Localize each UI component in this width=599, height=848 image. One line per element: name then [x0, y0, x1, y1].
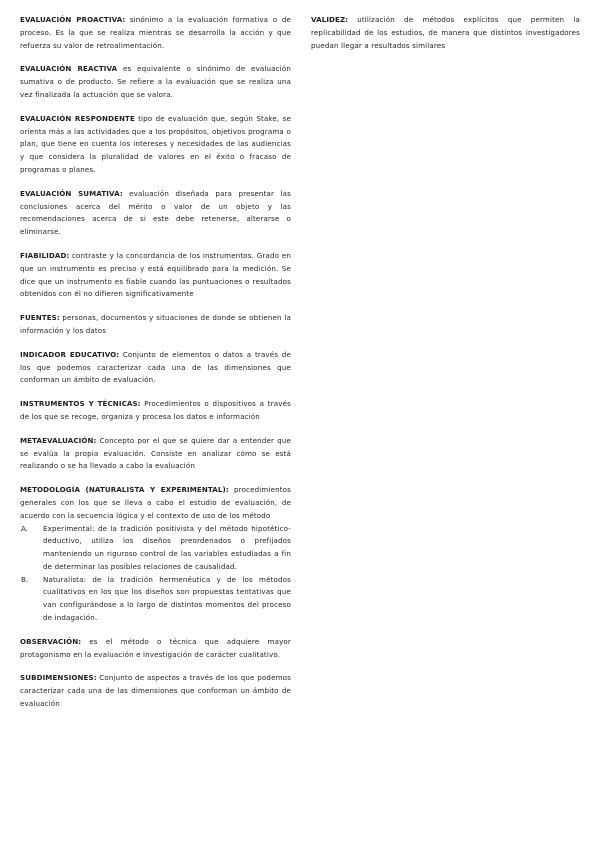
glossary-entry	[20, 435, 291, 473]
entry-term: INDICADOR EDUCATIVO:	[20, 349, 120, 359]
list-item-text: Naturalista: de la tradición hermenéutica y de los métodos cualitativos en los que los diseños son propuestas tentativas que van configurándose a lo largo de distintos momentos del proceso de indagación.	[43, 574, 291, 623]
glossary-entry	[311, 14, 580, 52]
entry-text: tipo de evaluación que, según Stake, se orienta más a las actividades que a los propósitos, objetivos programa o plan, que tiene en cuenta los intereses y necesidades de las audiencias y que considera la pluralidad de valores en el éxito o fracaso de programas o planes.	[20, 113, 291, 174]
entry-term: OBSERVACIÓN:	[20, 636, 82, 646]
entry-text: evaluación diseñada para presentar las conclusiones acerca del mérito o valor de un objeto y las recomendaciones acerca de si este debe retenerse, alterarse o eliminarse.	[20, 188, 291, 237]
glossary-entry	[20, 250, 291, 301]
list-item	[20, 523, 291, 574]
glossary-entry	[20, 398, 291, 424]
glossary-entry	[20, 636, 291, 662]
list-marker: A.	[21, 523, 28, 533]
entry-text: es el método o técnica que adquiere mayor protagonismo en la evaluación e investigación de carácter cualitativo.	[20, 636, 291, 659]
entry-text: personas, documentos y situaciones de donde se obtienen la información y los datos	[20, 313, 291, 335]
entry-text: Procedimientos o dispositivos a través de los que se recoge, organiza y procesa los datos e información	[20, 399, 291, 421]
entry-term: EVALUACIÓN SUMATIVA:	[20, 188, 123, 198]
glossary-entry	[20, 63, 291, 101]
entry-term: SUBDIMENSIONES:	[20, 673, 97, 683]
entry-text: Concepto por el que se quiere dar a entender que se evalúa la propia evaluación. Consiste en analizar cómo se está realizando o se ha llevado a cabo la evaluación	[20, 435, 291, 471]
list-item-text: Experimental: de la tradición positivista y del método hipotético-deductivo, utiliza los diseños preordenados o prefijados manteniendo un riguroso control de las variables estudiadas a fin de determinar las posibles relaciones de causalidad.	[43, 523, 291, 571]
methodology-list	[20, 523, 291, 625]
glossary-entry	[20, 349, 291, 387]
list-item	[20, 574, 291, 625]
entry-text: sinónimo a la evaluación formativa o de proceso. Es la que se realiza mientras se desarrolla la acción y que refuerza su valor de retroalimentación.	[20, 15, 291, 50]
entry-term: INSTRUMENTOS Y TÉCNICAS:	[20, 399, 141, 409]
left-column	[20, 14, 291, 722]
entry-term: VALIDEZ:	[311, 15, 349, 24]
entry-text: Conjunto de elementos o datos a través de los que podemos caracterizar cada una de las dimensiones que conforman un ámbito de evaluación.	[20, 349, 291, 385]
entry-term: METAEVALUACIÓN:	[20, 435, 97, 445]
glossary-entry	[20, 312, 291, 338]
entry-text: procedimientos generales con los que se lleva a cabo el estudio de evaluación, de acuerdo con la secuencia lógica y el contexto de uso de los método	[20, 485, 292, 520]
entry-text: Conjunto de aspectos a través de los que podemos caracterizar cada una de las dimensiones que conforman un ámbito de evaluación	[20, 673, 291, 709]
glossary-entry	[20, 14, 291, 52]
entry-term: METODOLOGÍA (NATURALISTA Y EXPERIMENTAL):	[20, 485, 229, 495]
entry-term: EVALUACIÓN PROACTIVA:	[20, 15, 126, 24]
methodology-entry	[20, 484, 291, 625]
entry-term: EVALUACIÓN REACTIVA	[20, 64, 118, 74]
glossary-entry	[20, 188, 291, 239]
entry-term: FIABILIDAD:	[20, 250, 70, 260]
entry-term: EVALUACIÓN RESPONDENTE	[20, 113, 135, 123]
entry-text: contraste y la concordancia de los instrumentos. Grado en que un instrumento es preciso y está equilibrado para la medición. Se dice que un instrumento es fiable cuando las puntuaciones o resultados obtenidos con él no difieren significativamente	[20, 250, 291, 299]
entry-text: utilización de métodos explícitos que permiten la replicabilidad de los estudios, de manera que distintos investigadores puedan llegar a resultados similares	[311, 15, 580, 50]
methodology-intro	[20, 484, 291, 522]
right-column	[311, 14, 580, 63]
glossary-entry	[20, 672, 291, 710]
glossary-entry	[20, 113, 291, 177]
entry-text: es equivalente o sinónimo de evaluación sumativa o de producto. Se refiere a la evaluación que se realiza una vez finalizada la actuación que se valora.	[20, 64, 291, 99]
entry-term: FUENTES:	[20, 313, 60, 323]
list-marker: B.	[21, 574, 29, 584]
